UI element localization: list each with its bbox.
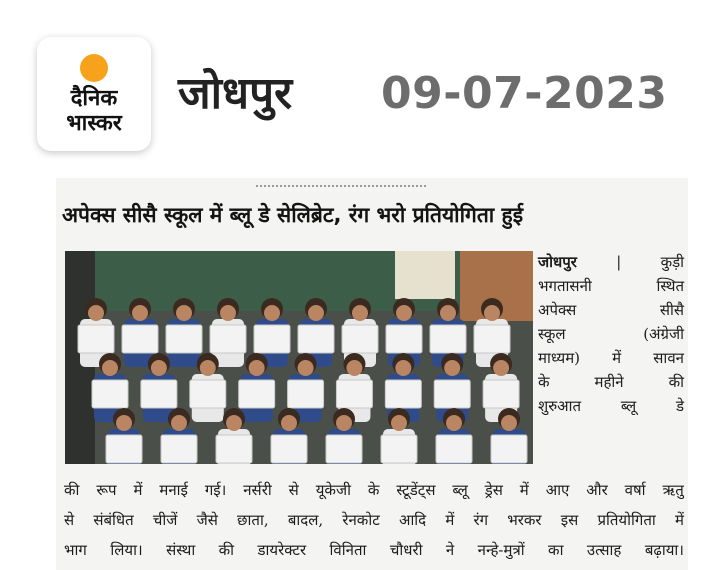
article-word: यूकेजी	[315, 481, 351, 499]
city-title: जोधपुर	[178, 68, 293, 119]
drawing-sheet	[216, 435, 252, 463]
drawing-sheet	[483, 380, 519, 408]
article-line-2	[64, 505, 684, 535]
side-line	[538, 346, 684, 370]
article-word: इस	[560, 511, 579, 529]
side-word: सीसै	[659, 301, 684, 319]
child-face	[352, 305, 368, 321]
article-word: मनाई	[159, 481, 188, 499]
side-line	[538, 322, 684, 346]
children-holding-drawings-photo	[65, 251, 533, 464]
child-face	[484, 305, 500, 321]
drawing-sheet	[342, 325, 378, 353]
drawing-sheet	[474, 325, 510, 353]
drawing-sheet	[141, 380, 177, 408]
article-word: प्रतियोगिता	[597, 511, 656, 529]
drawing-sheet	[210, 325, 246, 353]
article-word: ऋतु	[662, 481, 684, 499]
child-face	[440, 305, 456, 321]
child-face	[396, 305, 412, 321]
logo-text-line1: दैनिक	[70, 86, 118, 111]
child-face	[281, 415, 297, 431]
article-word: की	[218, 541, 235, 559]
article-word: संबंधित	[93, 511, 134, 529]
child-face	[200, 360, 216, 376]
wall-chart	[395, 251, 455, 299]
child-face	[264, 305, 280, 321]
article-word: से	[288, 481, 299, 499]
article-word: संस्था	[166, 541, 196, 559]
dainik-bhaskar-logo	[37, 37, 151, 151]
side-word: ब्लू	[620, 397, 637, 415]
article-word: डायरेक्टर	[257, 541, 307, 559]
side-word: स्कूल	[538, 325, 566, 343]
side-line	[538, 250, 684, 274]
article-word: बढ़ाया।	[644, 541, 684, 559]
side-line	[538, 274, 684, 298]
article-word: छाता,	[237, 511, 269, 529]
article-word: चीजें	[152, 511, 178, 529]
side-word: की	[668, 373, 684, 391]
article-side-column	[538, 250, 684, 418]
child-face	[493, 360, 509, 376]
drawing-sheet	[122, 325, 158, 353]
edition-date: 09-07-2023	[381, 68, 668, 119]
side-word: के	[538, 373, 550, 391]
side-word: (अंग्रेजी	[643, 325, 684, 343]
article-word: में	[519, 481, 529, 499]
article-word: की	[64, 481, 80, 499]
article-word: उत्साह	[586, 541, 622, 559]
drawing-sheet	[385, 380, 421, 408]
article-word: नर्सरी	[243, 481, 272, 499]
drawing-sheet	[78, 325, 114, 353]
drawing-sheet	[436, 435, 472, 463]
child-face	[88, 305, 104, 321]
article-word: चौधरी	[389, 541, 423, 559]
article-word: बादल,	[287, 511, 324, 529]
article-headline: अपेक्स सीसै स्कूल में ब्लू डे सेलिब्रेट, रंग भरो प्रतियोगिता हुई	[62, 203, 524, 227]
side-word: स्थित	[656, 277, 684, 295]
article-photo	[65, 251, 533, 464]
drawing-sheet	[326, 435, 362, 463]
article-word: भाग	[64, 541, 87, 559]
child-face	[176, 305, 192, 321]
child-face	[501, 415, 517, 431]
drawing-sheet	[190, 380, 226, 408]
side-word: भगतासनी	[538, 277, 592, 295]
child-face	[336, 415, 352, 431]
side-line	[538, 370, 684, 394]
article-word: में	[133, 481, 143, 499]
side-word: डे	[675, 397, 684, 415]
article-word: जैसे	[196, 511, 218, 529]
side-word: सावन	[653, 349, 684, 367]
article-word: ब्लू	[452, 481, 468, 499]
child-face	[308, 305, 324, 321]
child-face	[249, 360, 265, 376]
article-word: भरकर	[507, 511, 542, 529]
drawing-sheet	[106, 435, 142, 463]
news-clipping	[56, 178, 688, 570]
drawing-sheet	[288, 380, 324, 408]
side-word: जोधपुर	[538, 253, 577, 271]
side-word: माध्यम)	[538, 349, 581, 367]
child-face	[116, 415, 132, 431]
child-face	[132, 305, 148, 321]
child-face	[444, 360, 460, 376]
article-word: के	[367, 481, 380, 499]
article-word: ने	[445, 541, 455, 559]
article-line-1	[64, 475, 684, 505]
drawing-sheet	[336, 380, 372, 408]
article-word: गई।	[204, 481, 227, 499]
drawing-sheet	[434, 380, 470, 408]
article-word: स्टूडेंट्स	[396, 481, 436, 499]
side-line	[538, 298, 684, 322]
child-face	[226, 415, 242, 431]
article-word: का	[548, 541, 564, 559]
article-word: रेनकोट	[342, 511, 380, 529]
article-word: में	[674, 511, 684, 529]
side-line	[538, 394, 684, 418]
child-face	[298, 360, 314, 376]
drawing-sheet	[271, 435, 307, 463]
article-word: ड्रेस	[484, 481, 503, 499]
drawing-sheet	[386, 325, 422, 353]
sun-icon	[80, 54, 108, 82]
drawing-sheet	[430, 325, 466, 353]
article-word: नन्हे-मुत्रों	[477, 541, 525, 559]
side-word: कुड़ी	[660, 253, 684, 271]
cut-line	[256, 185, 426, 190]
child-face	[395, 360, 411, 376]
side-word: में	[612, 349, 622, 367]
child-face	[346, 360, 362, 376]
child-face	[391, 415, 407, 431]
article-word: आए	[545, 481, 570, 499]
child-face	[151, 360, 167, 376]
side-word: शुरुआत	[538, 397, 582, 415]
drawing-sheet	[381, 435, 417, 463]
drawing-sheet	[239, 380, 275, 408]
article-line-3	[64, 535, 684, 565]
child-face	[102, 360, 118, 376]
drawing-sheet	[298, 325, 334, 353]
article-word: से	[64, 511, 75, 529]
drawing-sheet	[166, 325, 202, 353]
article-word: वर्षा	[624, 481, 646, 499]
child-face	[171, 415, 187, 431]
article-word: में	[445, 511, 455, 529]
drawing-sheet	[491, 435, 527, 463]
drawing-sheet	[254, 325, 290, 353]
child-face	[446, 415, 462, 431]
article-word: रूप	[96, 481, 117, 499]
logo-text-line2: भास्कर	[66, 111, 122, 136]
side-word: अपेक्स	[538, 301, 577, 319]
side-word: |	[616, 253, 622, 271]
child-face	[220, 305, 236, 321]
article-word: और	[586, 481, 608, 499]
drawing-sheet	[161, 435, 197, 463]
article-word: लिया।	[110, 541, 143, 559]
drawing-sheet	[92, 380, 128, 408]
article-word: आदि	[398, 511, 427, 529]
article-word: विनिता	[329, 541, 367, 559]
article-word: रंग	[473, 511, 489, 529]
side-word: महीने	[594, 373, 624, 391]
